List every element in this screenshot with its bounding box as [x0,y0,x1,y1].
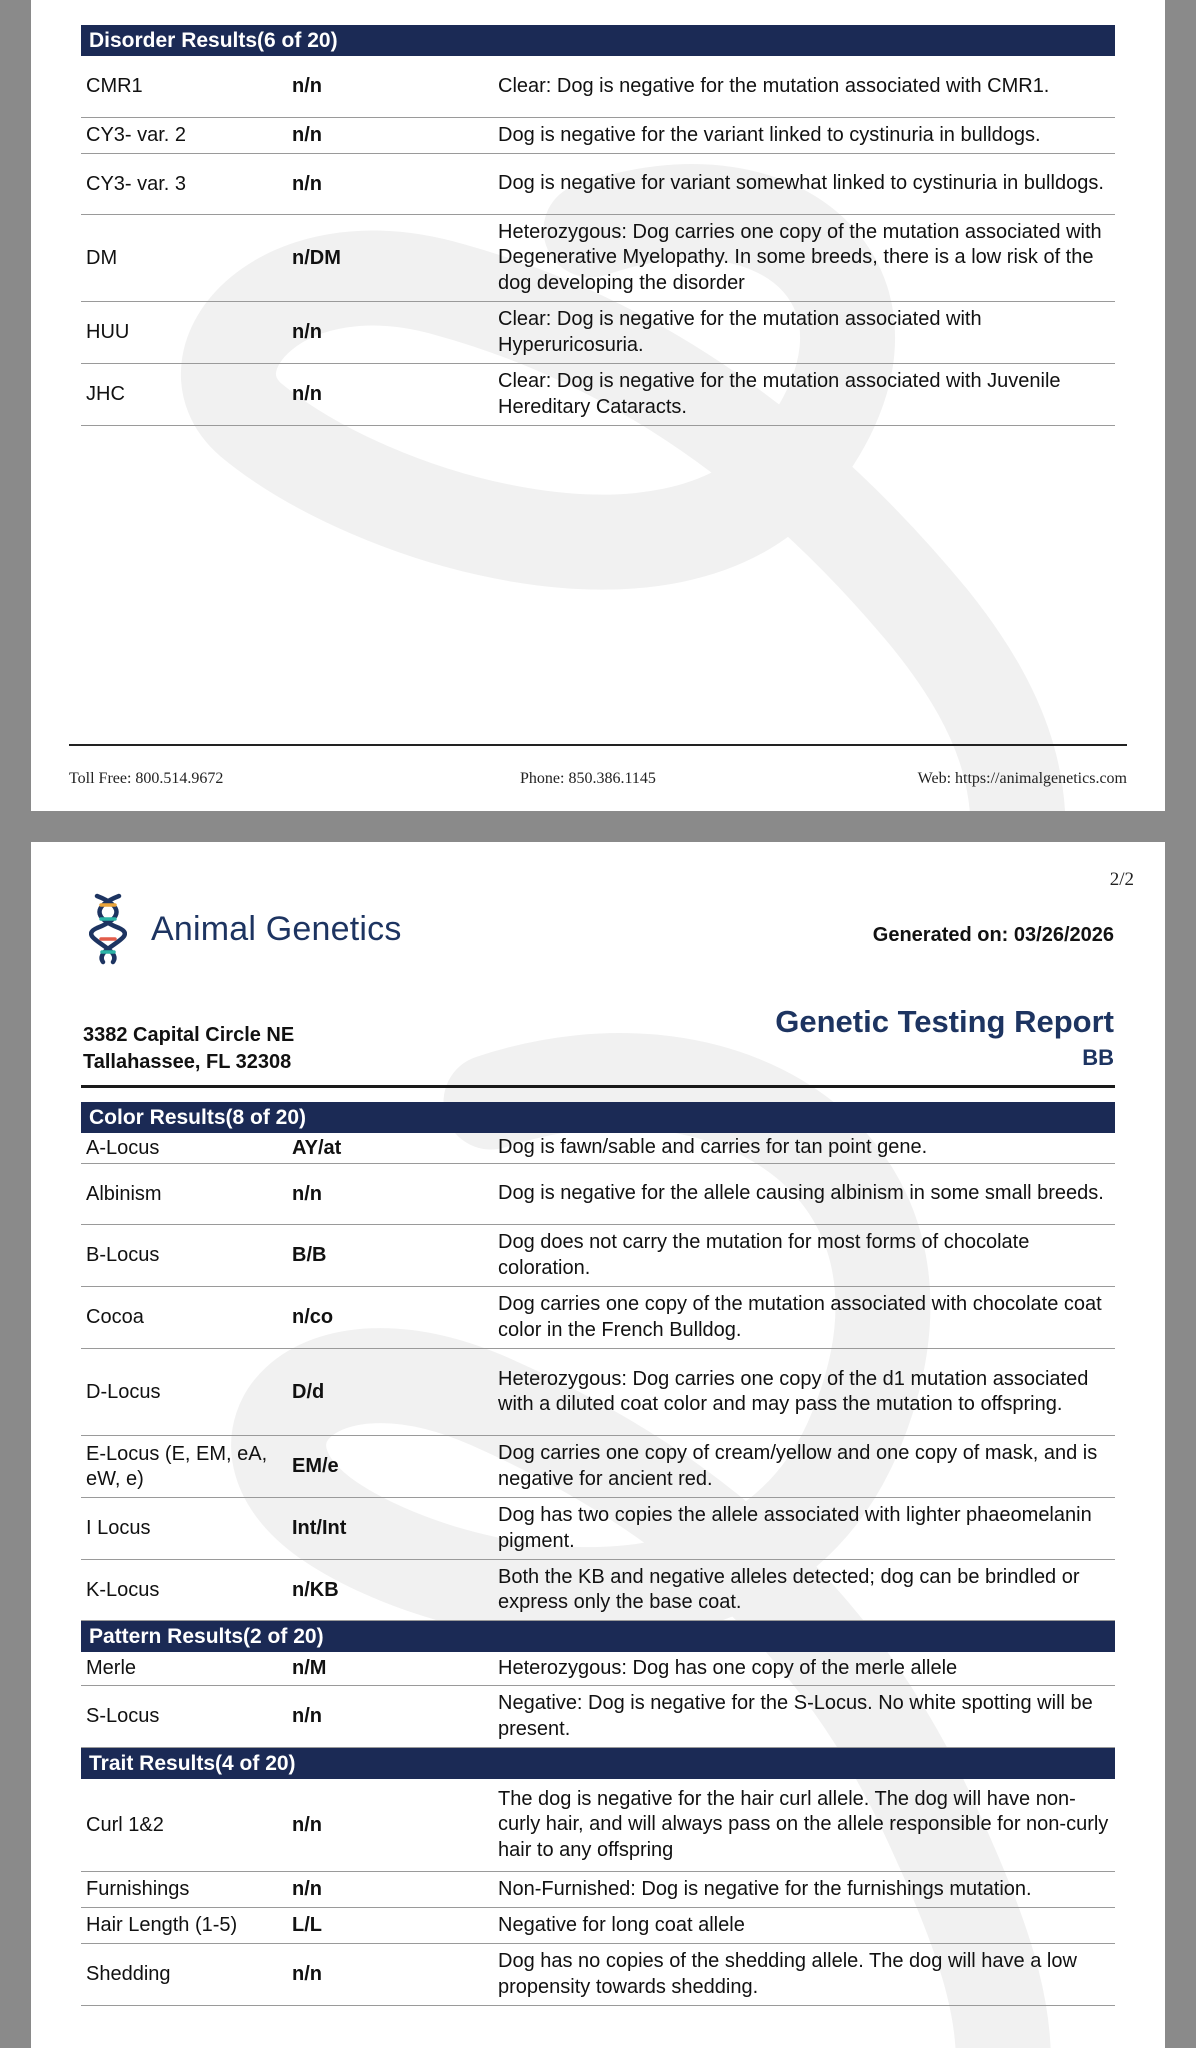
disorder-results-table [81,25,1115,426]
description: Dog is negative for the variant linked to cystinuria in bulldogs. [498,123,1041,146]
description: Clear: Dog is negative for the mutation associated with Juvenile Hereditary Cataracts. [498,370,1061,418]
footer-web-link[interactable]: Web: https://animalgenetics.com [917,770,1127,787]
table-row [81,1349,1115,1436]
description: Dog is negative for the allele causing albinism in some small breeds. [498,1182,1104,1205]
genotype: D/d [292,1380,325,1403]
description: Dog carries one copy of cream/yellow and one copy of mask, and is negative for ancient red. [498,1442,1098,1490]
genotype: n/n [292,1705,322,1727]
description: Dog is negative for variant somewhat linked to cystinuria in bulldogs. [498,172,1104,195]
description: Dog does not carry the mutation for most forms of chocolate coloration. [498,1231,1030,1279]
table-row [81,1164,1115,1225]
trait-name: CMR1 [86,75,143,97]
dna-helix-logo-icon [89,892,127,966]
table-row [81,56,1115,118]
table-row [81,1652,1115,1686]
disorder-results-header: Disorder Results(6 of 20) [81,25,1115,56]
company-name: Animal Genetics [151,909,402,948]
table-row [81,1287,1115,1349]
genotype: n/n [292,1963,322,1985]
footer-phone: Phone: 850.386.1145 [520,770,656,787]
table-row [81,1498,1115,1560]
description: Clear: Dog is negative for the mutation associated with Hyperuricosuria. [498,308,982,356]
trait-name: Albinism [86,1182,162,1205]
trait-name: DM [86,246,118,269]
description: Dog has two copies the allele associated with lighter phaeomelanin pigment. [498,1504,1092,1552]
genotype: L/L [292,1914,322,1936]
table-row [81,154,1115,215]
table-row [81,1944,1115,2006]
table-row [81,1779,1115,1872]
color-results-header: Color Results(8 of 20) [81,1102,1115,1133]
description: Both the KB and negative alleles detected; dog can be brindled or express only the base coat. [498,1565,1080,1613]
trait-results-header: Trait Results(4 of 20) [81,1748,1115,1779]
trait-name: K-Locus [86,1578,160,1601]
table-row [81,1686,1115,1748]
table-row [81,1560,1115,1621]
description: Negative for long coat allele [498,1913,745,1936]
trait-name: CY3- var. 2 [86,124,187,146]
trait-name: Cocoa [86,1306,144,1328]
report-title: Genetic Testing Report [775,1004,1114,1039]
table-row [81,364,1115,426]
trait-name: Curl 1&2 [86,1813,164,1836]
genotype: n/DM [292,246,341,269]
genotype: n/n [292,1813,322,1836]
description: Clear: Dog is negative for the mutation associated with CMR1. [498,74,1050,97]
genotype: B/B [292,1244,327,1266]
genotype: n/co [292,1306,334,1328]
genotype: n/n [292,172,322,195]
description: Non-Furnished: Dog is negative for the furnishings mutation. [498,1877,1032,1900]
table-row [81,215,1115,302]
header-divider [81,1085,1115,1088]
genotype: n/M [292,1657,327,1679]
trait-name: E-Locus (E, EM, eA, eW, e) [86,1442,268,1490]
table-row [81,1436,1115,1498]
trait-name: B-Locus [86,1244,160,1266]
trait-name: Shedding [86,1963,171,1985]
address-line-2: Tallahassee, FL 32308 [83,1051,292,1073]
generated-date: Generated on: 03/26/2026 [872,924,1114,946]
description: Heterozygous: Dog carries one copy of the mutation associated with Degenerative Myelopathy. In some breeds, there is a low risk of the dog developing the disorder [498,220,1102,294]
description: Heterozygous: Dog has one copy of the merle allele [498,1656,958,1679]
table-row [81,1225,1115,1287]
description: Dog carries one copy of the mutation associated with chocolate coat color in the French Bulldog. [498,1293,1102,1341]
table-row [81,1908,1115,1944]
animal-genetics-logo [89,892,402,966]
trait-name: D-Locus [86,1380,161,1403]
genotype: n/n [292,1878,322,1900]
description: Dog is fawn/sable and carries for tan point gene. [498,1136,928,1159]
page-number: 2/2 [1109,869,1134,890]
genotype: AY/at [292,1136,342,1159]
report-page-1 [31,0,1165,811]
genotype: n/n [292,321,322,343]
trait-name: A-Locus [86,1136,160,1159]
report-subtitle: BB [1082,1045,1114,1070]
trait-name: CY3- var. 3 [86,172,187,195]
trait-name: Merle [86,1657,137,1679]
genotype: EM/e [292,1455,339,1477]
pattern-results-header: Pattern Results(2 of 20) [81,1621,1115,1652]
genotype: n/KB [292,1578,339,1601]
footer-divider [69,744,1127,746]
trait-name: HUU [86,321,130,343]
address [83,1022,294,1076]
trait-name: Hair Length (1-5) [86,1914,238,1936]
description: Heterozygous: Dog carries one copy of the d1 mutation associated with a diluted coat color and may pass the mutation to offspring. [498,1367,1089,1415]
table-row [81,1133,1115,1164]
trait-name: S-Locus [86,1705,160,1727]
table-row [81,302,1115,364]
genotype: Int/Int [292,1517,347,1539]
address-line-1: 3382 Capital Circle NE [83,1024,295,1046]
genotype: n/n [292,75,322,97]
table-row [81,1872,1115,1908]
trait-name: JHC [86,383,125,405]
genotype: n/n [292,124,322,146]
description: Dog has no copies of the shedding allele. The dog will have a low propensity towards shedding. [498,1950,1077,1998]
genotype: n/n [292,383,322,405]
table-row [81,118,1115,154]
trait-name: I Locus [86,1517,151,1539]
results-tables [81,1102,1115,2006]
genotype: n/n [292,1182,322,1205]
description: Negative: Dog is negative for the S-Locus. No white spotting will be present. [498,1692,1093,1740]
description: The dog is negative for the hair curl allele. The dog will have non-curly hair, and will always pass on the allele responsible for non-curly hair to any offspring [498,1787,1109,1861]
footer-toll-free: Toll Free: 800.514.9672 [69,770,224,787]
trait-name: Furnishings [86,1878,190,1900]
report-page-2 [31,842,1165,2048]
